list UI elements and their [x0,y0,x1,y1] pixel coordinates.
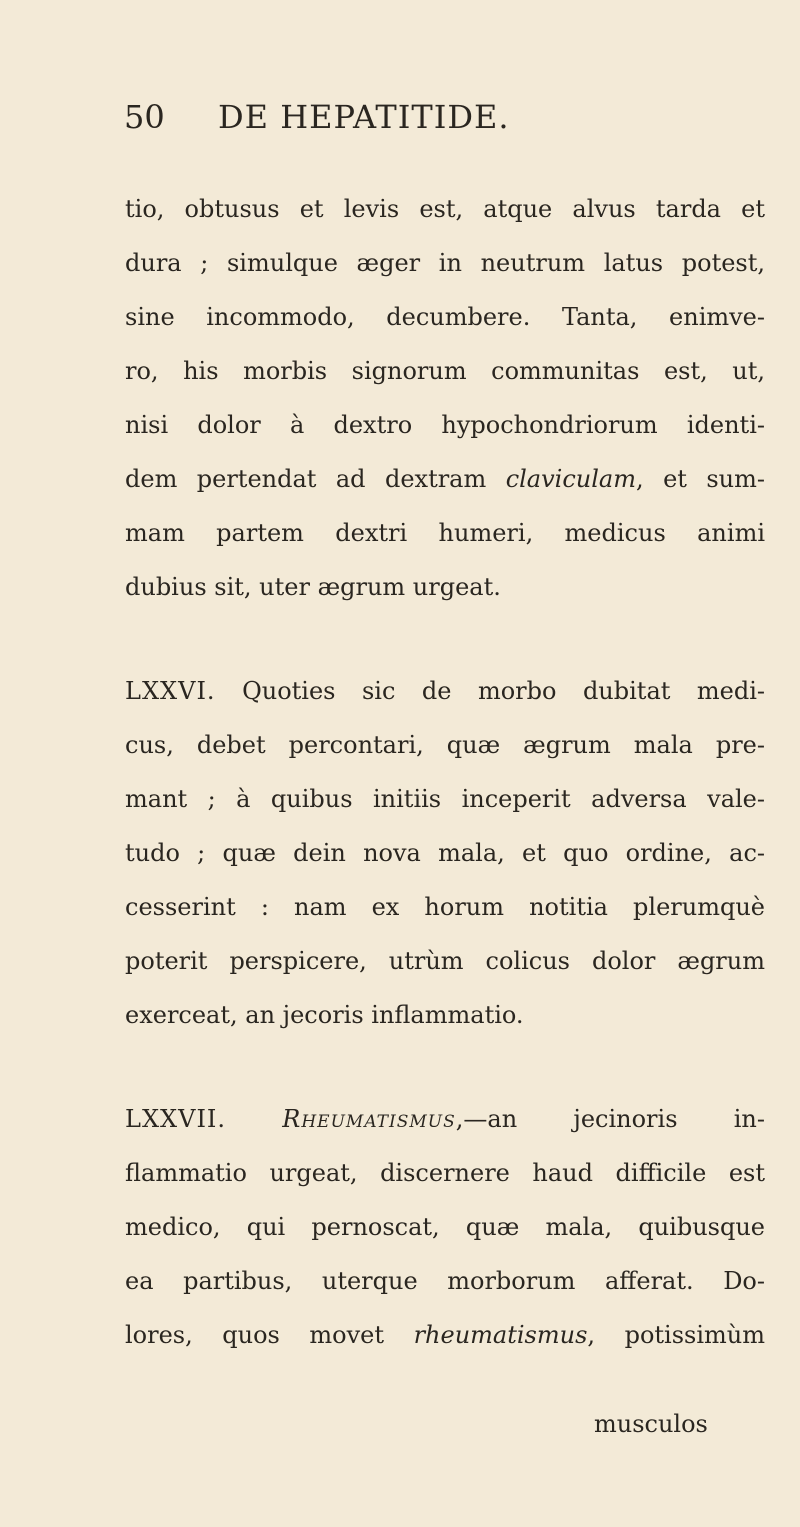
running-header [0,98,800,148]
text-line: sine incommodo, decumbere. Tanta, enimve- [125,303,765,331]
running-title: DE HEPATITIDE. [218,98,510,136]
text-line: tio, obtusus et levis est, atque alvus tarda et [125,195,765,223]
text-line: lores, quos movet rheumatismus, potissimùm [125,1321,765,1349]
text-line: mam partem dextri humeri, medicus animi [125,519,765,547]
section-number: LXXVI. [125,677,216,705]
text-line: cesserint : nam ex horum notitia plerumquè [125,893,765,921]
text-line: flammatio urgeat, discernere haud difficile est [125,1159,765,1187]
italic-term: Rheumatismus [282,1105,456,1133]
text-line: mant ; à quibus initiis inceperit adversa vale- [125,785,765,813]
section-heading-line: LXXVII. Rheumatismus,—an jecinoris in- [125,1105,765,1133]
italic-term: claviculam [505,465,636,493]
text-line: ea partibus, uterque morborum afferat. Do- [125,1267,765,1295]
text-line: dem pertendat ad dextram claviculam, et sum- [125,465,765,493]
section-heading-line: LXXVI. Quoties sic de morbo dubitat medi- [125,677,765,705]
text-line: dubius sit, uter ægrum urgeat. [125,573,501,601]
text-line: cus, debet percontari, quæ ægrum mala pre- [125,731,765,759]
text-line: tudo ; quæ dein nova mala, et quo ordine, ac- [125,839,765,867]
text-line: nisi dolor à dextro hypochondriorum identi- [125,411,765,439]
body-text [125,182,765,1362]
text-line: dura ; simulque æger in neutrum latus potest, [125,249,765,277]
italic-term: rheumatismus [413,1321,588,1349]
section-number: LXXVII. [125,1105,227,1133]
text-line: medico, qui pernoscat, quæ mala, quibusque [125,1213,765,1241]
text-line: poterit perspicere, utrùm colicus dolor ægrum [125,947,765,975]
page-number: 50 [124,98,165,136]
text-line: exerceat, an jecoris inflammatio. [125,1001,524,1029]
text-line: ro, his morbis signorum communitas est, ut, [125,357,765,385]
catchword: musculos [594,1410,708,1438]
